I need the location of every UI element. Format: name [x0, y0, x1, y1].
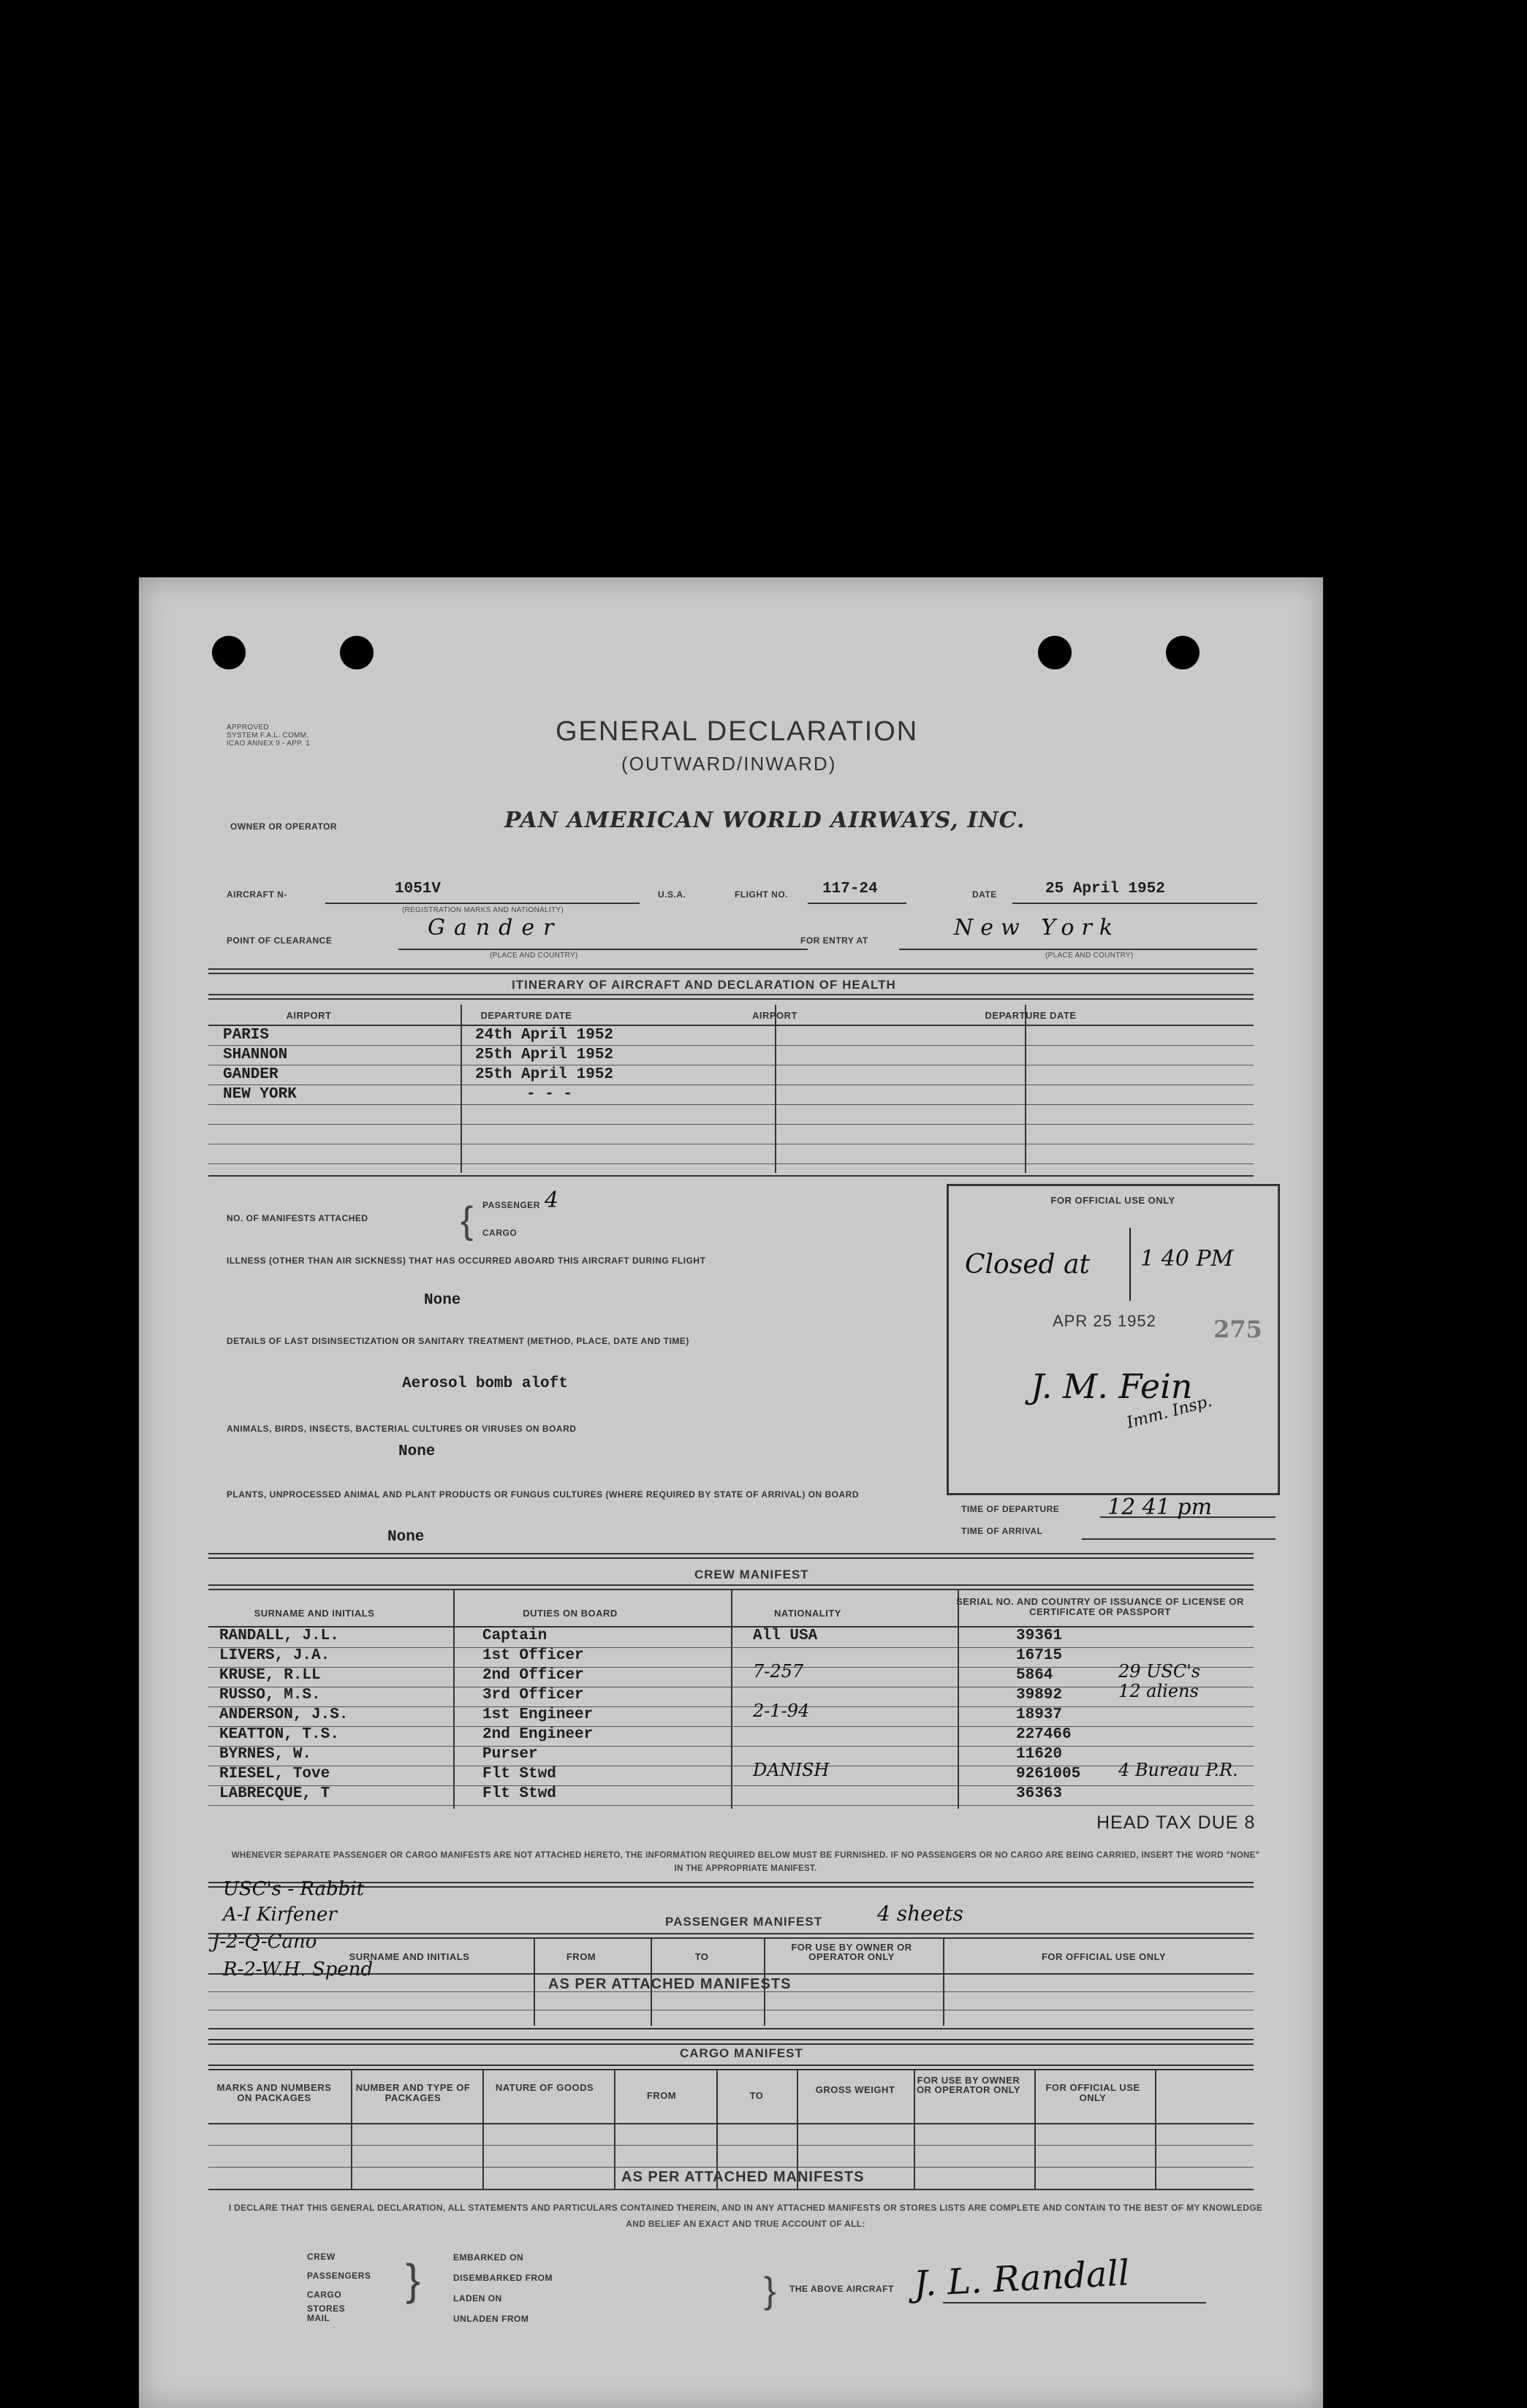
flight-label: FLIGHT NO.	[735, 889, 788, 900]
itinerary-airport: PARIS	[223, 1027, 270, 1044]
crew-name: ANDERSON, J.S.	[219, 1706, 349, 1723]
crew-name: RIESEL, Tove	[219, 1766, 330, 1782]
passenger-note: R-2-W.H. Spend	[223, 1959, 374, 1980]
stamp-number: 275	[1213, 1315, 1262, 1343]
itinerary-date: - - -	[526, 1086, 573, 1103]
cargo-title: CARGO MANIFEST	[680, 2046, 803, 2060]
crew-duty: Flt Stwd	[482, 1766, 556, 1782]
passenger-title: PASSENGER MANIFEST	[665, 1915, 823, 1929]
itinerary-date: 25th April 1952	[475, 1047, 614, 1063]
punch-hole	[1166, 636, 1200, 669]
crew-serial: 39361	[1016, 1628, 1063, 1644]
owner-value: PAN AMERICAN WORLD AIRWAYS, INC.	[504, 808, 1026, 833]
crew-nat: DANISH	[753, 1760, 830, 1780]
departure-time-label: TIME OF DEPARTURE	[961, 1504, 1060, 1514]
captain-signature: J. L. Randall	[912, 2252, 1131, 2305]
closed-time: 1 40 PM	[1140, 1246, 1234, 1272]
inspector-signature: J. M. Fein	[1031, 1367, 1193, 1406]
crew-nat: 2-1-94	[753, 1701, 810, 1721]
itinerary-airport: SHANNON	[223, 1047, 288, 1063]
passenger-note: A-I Kirfener	[223, 1904, 337, 1926]
clearance-value: Gander	[428, 915, 563, 941]
crew-name: RUSSO, M.S.	[219, 1687, 321, 1704]
declaration-items: CREW PASSENGERS CARGO STORES MAIL	[307, 2252, 371, 2323]
crew-serial: 18937	[1016, 1706, 1063, 1723]
crew-serial: 11620	[1016, 1746, 1063, 1763]
crew-serial: 227466	[1016, 1726, 1072, 1743]
manifests-count: 4	[545, 1188, 559, 1213]
itinerary-airport: GANDER	[223, 1066, 279, 1083]
table-row-divider	[208, 1667, 1254, 1668]
punch-hole	[1038, 636, 1072, 669]
crew-note: 4 Bureau P.R.	[1118, 1760, 1238, 1780]
form-subtitle: (OUTWARD/INWARD)	[621, 753, 837, 775]
passenger-manifests-label: PASSENGER	[482, 1200, 540, 1210]
crew-duty: Flt Stwd	[482, 1785, 556, 1802]
crew-name: LABRECQUE, T	[219, 1785, 330, 1802]
table-row-divider	[208, 1805, 1254, 1806]
itinerary-airport: NEW YORK	[223, 1086, 297, 1103]
crew-serial: 5864	[1016, 1667, 1053, 1684]
crew-duty: Purser	[482, 1746, 538, 1763]
official-use-header: FOR OFFICIAL USE ONLY	[1050, 1195, 1175, 1206]
arrival-time-label: TIME OF ARRIVAL	[961, 1526, 1043, 1536]
passenger-note: J-2-Q-Cano	[212, 1931, 317, 1953]
crew-note: 12 aliens	[1118, 1681, 1199, 1701]
entry-label: FOR ENTRY AT	[800, 935, 868, 946]
crew-duty: 2nd Engineer	[482, 1726, 594, 1743]
crew-name: KRUSE, R.LL	[219, 1667, 321, 1684]
crew-duty: 1st Officer	[482, 1647, 584, 1664]
declaration-text: I DECLARE THAT THIS GENERAL DECLARATION, ALL STATEMENTS AND PARTICULARS CONTAINED THEREIN, AND IN ANY ATTACHED MANIFESTS OR STORES LISTS ARE COMPLETE AND CONTAIN TO THE BEST OF MY KNOWLEDGE AND BELIEF AN EXACT AND TRUE ACCOUNT OF ALL:	[228, 2203, 1263, 2229]
crew-name: LIVERS, J.A.	[219, 1647, 330, 1664]
animals-value: None	[398, 1443, 436, 1460]
cargo-manifests-label: CARGO	[482, 1228, 518, 1238]
cargo-attached: AS PER ATTACHED MANIFESTS	[621, 2169, 865, 2185]
inspector-title: Imm. Insp.	[1124, 1391, 1214, 1433]
date-stamp: APR 25 1952	[1053, 1312, 1156, 1330]
form-title: GENERAL DECLARATION	[556, 716, 919, 747]
crew-duty: 2nd Officer	[482, 1667, 584, 1684]
usa-label: U.S.A.	[658, 889, 686, 900]
illness-value: None	[424, 1292, 461, 1309]
plants-value: None	[387, 1529, 425, 1546]
crew-duty: 3rd Officer	[482, 1687, 584, 1704]
crew-note: 29 USC's	[1118, 1661, 1201, 1682]
animals-label: ANIMALS, BIRDS, INSECTS, BACTERIAL CULTURES OR VIRUSES ON BOARD	[227, 1424, 577, 1434]
disinsect-label: DETAILS OF LAST DISINSECTIZATION OR SANITARY TREATMENT (METHOD, PLACE, DATE AND TIME)	[227, 1336, 689, 1346]
owner-label: OWNER OR OPERATOR	[230, 821, 338, 832]
crew-duty: 1st Engineer	[482, 1706, 594, 1723]
crew-serial: 36363	[1016, 1785, 1063, 1802]
crew-duty: Captain	[482, 1628, 547, 1644]
crew-serial: 16715	[1016, 1647, 1063, 1664]
approval-note: APPROVED SYSTEM F.A.L. COMM. ICAO ANNEX 9 - APP. 1	[227, 723, 310, 748]
crew-name: RANDALL, J.L.	[219, 1628, 339, 1644]
manifests-label: NO. OF MANIFESTS ATTACHED	[227, 1213, 368, 1223]
itinerary-date: 24th April 1952	[475, 1027, 614, 1044]
crew-name: KEATTON, T.S.	[219, 1726, 339, 1743]
clearance-label: POINT OF CLEARANCE	[227, 935, 333, 946]
illness-label: ILLNESS (OTHER THAN AIR SICKNESS) THAT HAS OCCURRED ABOARD THIS AIRCRAFT DURING FLIGHT	[227, 1256, 706, 1266]
above-aircraft-label: THE ABOVE AIRCRAFT	[789, 2284, 894, 2294]
punch-hole	[212, 636, 246, 669]
table-row-divider	[208, 1746, 1254, 1747]
passenger-note: USC's - Rabbit	[223, 1878, 365, 1900]
table-row-divider	[208, 1785, 1254, 1786]
date-value: 25 April 1952	[1045, 881, 1165, 897]
aircraft-label: AIRCRAFT N-	[227, 889, 287, 900]
passenger-attached: AS PER ATTACHED MANIFESTS	[548, 1976, 792, 1992]
plants-label: PLANTS, UNPROCESSED ANIMAL AND PLANT PRODUCTS OR FUNGUS CULTURES (WHERE REQUIRED BY STATE OF ARRIVAL) ON BOARD	[227, 1489, 860, 1500]
itinerary-title: ITINERARY OF AIRCRAFT AND DECLARATION OF HEALTH	[512, 978, 896, 992]
table-row-divider	[208, 1726, 1254, 1727]
disinsect-value: Aerosol bomb aloft	[402, 1375, 568, 1392]
aircraft-value: 1051V	[395, 881, 442, 897]
entry-value: New York	[954, 915, 1120, 941]
crew-name: BYRNES, W.	[219, 1746, 312, 1763]
flight-value: 117-24	[822, 881, 878, 897]
head-tax-note: HEAD TAX DUE 8	[1096, 1812, 1256, 1833]
arrival-time: 12 41 pm	[1107, 1494, 1213, 1520]
crew-serial: 9261005	[1016, 1766, 1081, 1782]
punch-hole	[340, 636, 374, 669]
crew-nat: 7-257	[753, 1661, 804, 1682]
itinerary-date: 25th April 1952	[475, 1066, 614, 1083]
crew-title: CREW MANIFEST	[694, 1568, 809, 1581]
table-row-divider	[208, 1706, 1254, 1707]
declaration-actions: EMBARKED ON DISEMBARKED FROM LADEN ON UNLADEN FROM	[453, 2252, 553, 2324]
manifest-notice: WHENEVER SEPARATE PASSENGER OR CARGO MANIFESTS ARE NOT ATTACHED HERETO, THE INFORMATION REQUIRED BELOW MUST BE FURNISHED. IF NO PASSENGERS OR NO CARGO ARE BEING CARRIED, INSERT THE WORD "NONE" IN THE APPROPRIATE MANIFEST.	[231, 1851, 1260, 1873]
table-row-divider	[208, 1647, 1254, 1648]
declaration-form: APPROVED SYSTEM F.A.L. COMM. ICAO ANNEX 9 - APP. 1 GENERAL DECLARATION (OUTWARD/INWARD) OWNER OR OPERATOR PAN AMERICAN WORLD AIRWAYS, INC. AIRCRAFT N- 1051V (REGISTRATION MARKS AND NATIONALITY) U.S.A. FLIGHT NO. 117-24 DATE 25 April 1952 POINT OF CLEARANCE Gander (PLACE AND COUNTRY) FOR ENTRY AT New York (PLACE AND COUNTRY) ITINERARY OF AIRCRAFT AND DECLARATION OF HEALTH AIRPORT DEPARTURE DATE AIRPORT DEPARTURE DATE PARIS 24th April 1952 SHANNON 25th April 1952 GANDER 25th April 1952 NEW YORK - - - NO. OF MANIFESTS ATTACHED { PASSENGER 4 CARGO ILLNESS (OTHER THAN AIR SICKNESS) THAT HAS OCCURRED ABOARD THIS AIRCRAFT DURING FLIGHT None DETAILS OF LAST DISINSECTIZATION OR SANITARY TREATMENT (METHOD, PLACE, DATE AND TIME) Aerosol bomb aloft ANIMALS, BIRDS, INSECTS, BACTERIAL CULTURES OR VIRUSES ON BOARD None PLANTS, UNPROCESSED ANIMAL AND PLANT PRODUCTS OR FUNGUS CULTURES (WHERE REQUIRED BY STATE OF ARRIVAL) ON BOARD None FOR OFFICIAL USE ONLY Closed at 1 40 PM APR 25 1952 275 J. M. Fein Imm. Insp. TIME OF DEPARTURE TIME OF ARRIVAL 12 41 pm CREW MANIFEST SURNAME AND INITIALS DUTIES ON BOARD NATIONALITY SERIAL NO. AND COUNTRY OF ISSUANCE OF LICENSE OR CERTIFICATE OR PASSPORT RANDALL, J.L. Captain All USA 39361 LIVERS, J.A. 1st Officer 16715 KRUSE, R.LL 2nd Officer 7-257 5864 29 USC's RUSSO, M.S. 3rd Officer 39892 12 aliens ANDERSON, J.S. 1st Engineer 2-1-94 18937 KEATTON, T.S. 2nd Engineer 227466 BYRNES, W. Purser 11620 RIESEL, Tove Flt Stwd DANISH 9261005 4 Bureau P.R. LABRECQUE, T Flt Stwd 36363 HEAD TAX DUE 8 WHENEVER SEPARATE PASSENGER OR CARGO MANIFESTS ARE NOT ATTACHED HERETO, THE INFORMATION REQUIRED BELOW MUST BE FURNISHED. IF NO PASSENGERS OR NO CARGO ARE BEING CARRIED, INSERT THE WORD "NONE" IN THE APPROPRIATE MANIFEST. USC's - Rabbit A-I Kirfener J-2-Q-Cano R-2-W.H. Spend PASSENGER MANIFEST 4 sheets SURNAME AND INITIALS FROM TO FOR USE BY OWNER OR OPERATOR ONLY FOR OFFICIAL USE ONLY AS PER ATTACHED MANIFESTS CARGO MANIFEST MARKS AND NUMBERS ON PACKAGES NUMBER AND TYPE OF PACKAGES NATURE OF GOODS FROM TO GROSS WEIGHT FOR USE BY OWNER OR OPERATOR ONLY FOR OFFICIAL USE ONLY AS PER ATTACHED MANIFESTS I DECLARE THAT THIS GENERAL DECLARATION, ALL STATEMENTS AND PARTICULARS CONTAINED THEREIN, AND IN ANY ATTACHED MANIFESTS OR STORES LISTS ARE COMPLETE AND CONTAIN TO THE BEST OF MY KNOWLEDGE AND BELIEF AN EXACT AND TRUE ACCOUNT OF ALL: CREW PASSENGERS CARGO STORES MAIL } EMBARKED ON DISEMBARKED FROM LADEN ON UNLADEN FROM } THE ABOVE AIRCRAFT J. L. Randall	[139, 577, 1323, 2408]
crew-nat: All USA	[753, 1628, 818, 1644]
closed-at: Closed at	[965, 1250, 1090, 1280]
passenger-sheets: 4 sheets	[877, 1902, 963, 1926]
crew-serial: 39892	[1016, 1687, 1063, 1704]
date-label: DATE	[972, 889, 997, 900]
